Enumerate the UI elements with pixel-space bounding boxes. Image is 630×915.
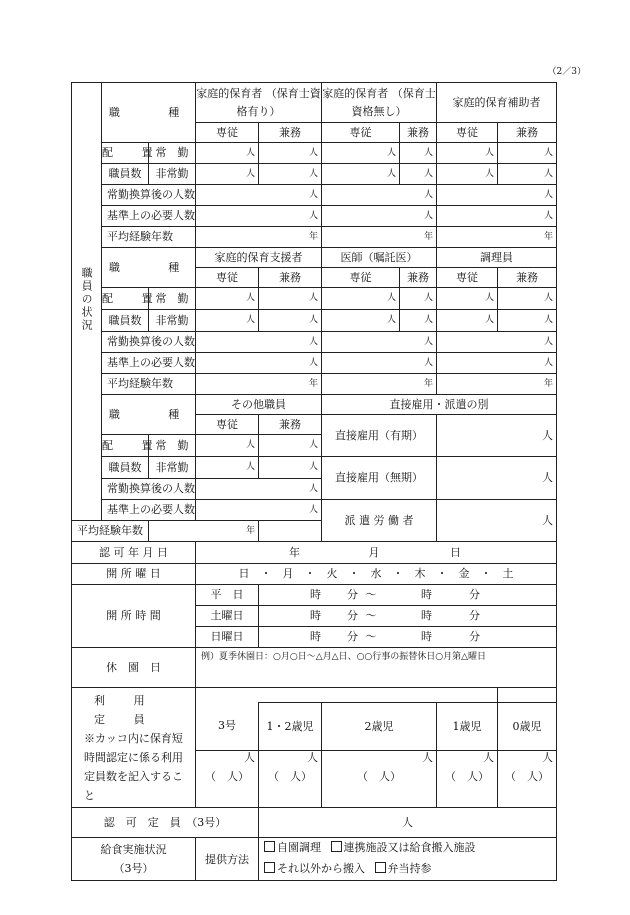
minute-unit: 分 (347, 630, 359, 644)
required-label: 基準上の必要人数 (102, 500, 196, 521)
meal-option-3[interactable] (264, 862, 365, 875)
open-days-label: 開 所 曜 日 (72, 564, 196, 585)
employment-count-cell[interactable]: 人 (437, 500, 557, 542)
fte-cell[interactable]: 人 (437, 185, 557, 206)
job-type-header: 調理員 (437, 248, 557, 268)
day-unit: 日 (450, 545, 462, 559)
tilde: 〜 (365, 588, 377, 602)
count-cell[interactable]: 人 (437, 288, 498, 310)
avg-exp-cell[interactable]: 年 (437, 374, 557, 395)
hour-unit: 時 (421, 630, 433, 644)
capacity-unit: 人 (542, 750, 554, 764)
checkbox-icon[interactable] (375, 862, 386, 873)
count-cell[interactable]: 人 (196, 457, 259, 479)
parttime-header: 兼務 (259, 268, 322, 288)
minute-unit: 分 (347, 588, 359, 602)
page-number: （2／3） (547, 67, 586, 77)
fulltime-header: 専従 (196, 415, 259, 435)
avg-exp-label: 平均経験年数 (102, 227, 196, 248)
fulltime-header: 専従 (322, 268, 400, 288)
required-label: 基準上の必要人数 (102, 206, 196, 227)
avg-exp-cell[interactable]: 年 (437, 227, 557, 248)
capacity-cell[interactable] (259, 750, 322, 808)
regular-label: 常 勤 (149, 435, 196, 457)
parttime-header: 兼務 (400, 268, 437, 288)
avg-exp-label: 平均経験年数 (72, 521, 149, 542)
avg-exp-cell[interactable]: 年 (322, 227, 437, 248)
avg-exp-cell[interactable]: 年 (196, 374, 322, 395)
count-cell[interactable]: 人 (196, 435, 259, 457)
capacity-label: 利 用 定 員 (94, 694, 174, 726)
regular-label: 常 勤 (149, 143, 196, 164)
holidays-field[interactable]: 例）夏季休園日：○月○日〜△月△日、○○行事の振替休日○月第△曜日 (196, 648, 557, 688)
job-type-header: 家庭的保育補助者 (437, 83, 557, 123)
irregular-label: 非常勤 (149, 457, 196, 479)
placement-label: 配 置 (102, 435, 149, 457)
employment-title: 直接雇用・派遣の別 (322, 395, 557, 415)
count-cell[interactable]: 人 (196, 143, 259, 164)
fte-cell[interactable]: 人 (322, 332, 437, 353)
fte-label: 常勤換算後の人数 (102, 185, 196, 206)
required-cell[interactable]: 人 (322, 206, 437, 227)
capacity-paren: （ 人） (268, 769, 313, 783)
staff-count-label: 職員数 (102, 310, 149, 332)
count-cell[interactable]: 人 (259, 143, 322, 164)
count-cell[interactable]: 人 (437, 310, 498, 332)
count-cell[interactable]: 人 (400, 288, 437, 310)
staff-count-label: 職員数 (102, 164, 149, 185)
job-type-header: 家庭的保育者 （保育士資格無し） (322, 83, 437, 123)
capacity-spacer (196, 688, 498, 703)
required-cell[interactable]: 人 (196, 500, 322, 521)
meal-option-1[interactable] (264, 841, 321, 854)
parttime-header: 兼務 (259, 415, 322, 435)
meal-option-4[interactable] (375, 862, 432, 875)
parttime-header: 兼務 (400, 123, 437, 143)
facility-form-table (71, 82, 557, 881)
meal-option-label: それ以外から搬入 (277, 862, 366, 876)
open-days-value[interactable]: 日 ・ 月 ・ 火 ・ 水 ・ 木 ・ 金 ・ 土 (196, 564, 557, 585)
hour-unit: 時 (310, 609, 322, 623)
capacity-col-header: 1・2歳児 (259, 703, 322, 750)
placement-label: 配 置 (102, 143, 149, 164)
approved-capacity-cell[interactable]: 人 (259, 808, 557, 838)
count-cell[interactable]: 人 (259, 457, 322, 479)
meal-option-label: 自園調理 (277, 841, 322, 855)
month-unit: 月 (368, 545, 380, 559)
capacity-paren: （ 人） (357, 769, 402, 783)
approval-date-field[interactable] (196, 542, 557, 564)
count-cell[interactable]: 人 (259, 164, 322, 185)
irregular-label: 非常勤 (149, 310, 196, 332)
job-type-label: 職 種 (102, 83, 196, 143)
hours-row[interactable] (259, 585, 557, 606)
count-cell[interactable]: 人 (498, 310, 557, 332)
count-cell[interactable]: 人 (498, 143, 557, 164)
hour-unit: 時 (421, 609, 433, 623)
capacity-paren: （ 人） (505, 769, 550, 783)
count-cell[interactable]: 人 (196, 310, 259, 332)
parttime-header: 兼務 (498, 123, 557, 143)
fte-cell[interactable]: 人 (437, 332, 557, 353)
hour-unit: 時 (310, 588, 322, 602)
count-cell[interactable]: 人 (259, 435, 322, 457)
staff-section-text: 職員の状況 (80, 267, 94, 333)
regular-label: 常 勤 (149, 288, 196, 310)
fulltime-header: 専従 (437, 268, 498, 288)
fte-cell[interactable]: 人 (322, 185, 437, 206)
required-label: 基準上の必要人数 (102, 353, 196, 374)
fulltime-header: 専従 (322, 123, 400, 143)
minute-unit: 分 (469, 630, 481, 644)
fulltime-header: 専従 (437, 123, 498, 143)
employment-type-label: 派 遣 労 働 者 (322, 500, 437, 542)
capacity-cell[interactable] (322, 750, 437, 808)
count-cell[interactable]: 人 (437, 164, 498, 185)
employment-type-label: 直接雇用（有期） (322, 415, 437, 457)
capacity-col-header: 3号 (196, 703, 259, 750)
count-cell[interactable]: 人 (322, 164, 400, 185)
required-cell[interactable]: 人 (437, 353, 557, 374)
hours-row[interactable] (259, 627, 557, 648)
employment-count-cell[interactable]: 人 (437, 457, 557, 500)
required-cell[interactable]: 人 (196, 206, 322, 227)
checkbox-icon[interactable] (264, 862, 275, 873)
hour-unit: 時 (310, 630, 322, 644)
placement-label: 配 置 (102, 288, 149, 310)
capacity-col-header: 0歳児 (498, 703, 557, 750)
count-cell[interactable]: 人 (322, 143, 400, 164)
year-unit: 年 (289, 545, 301, 559)
approved-capacity-label: 認 可 定 員 （3号） (72, 808, 259, 838)
capacity-label-cell (72, 688, 196, 808)
count-cell[interactable]: 人 (259, 288, 322, 310)
count-cell[interactable]: 人 (437, 143, 498, 164)
count-cell[interactable]: 人 (498, 288, 557, 310)
fte-cell[interactable]: 人 (196, 479, 322, 500)
count-cell[interactable]: 人 (400, 164, 437, 185)
capacity-cell[interactable] (196, 750, 259, 808)
fte-label: 常勤換算後の人数 (102, 479, 196, 500)
fulltime-header: 専従 (196, 268, 259, 288)
holidays-label: 休 園 日 (72, 648, 196, 688)
capacity-paren: （ 人） (445, 769, 490, 783)
job-type-header: 医師（嘱託医） (322, 248, 437, 268)
saturday-label: 土曜日 (196, 606, 259, 627)
employment-type-label: 直接雇用（無期） (322, 457, 437, 500)
hours-row[interactable] (259, 606, 557, 627)
avg-exp-cell[interactable]: 年 (149, 521, 259, 542)
count-cell[interactable]: 人 (498, 164, 557, 185)
job-type-label: 職 種 (102, 248, 196, 288)
meal-options (259, 838, 557, 881)
required-cell[interactable]: 人 (322, 353, 437, 374)
irregular-label: 非常勤 (149, 164, 196, 185)
tilde: 〜 (365, 609, 377, 623)
count-cell[interactable]: 人 (196, 288, 259, 310)
meal-option-label: 弁当持参 (387, 862, 432, 876)
fte-label: 常勤換算後の人数 (102, 332, 196, 353)
avg-exp-cell[interactable]: 年 (196, 227, 322, 248)
staff-section-label (72, 83, 102, 521)
hour-unit: 時 (421, 588, 433, 602)
sunday-label: 日曜日 (196, 627, 259, 648)
count-cell[interactable]: 人 (259, 310, 322, 332)
job-type-header: 家庭的保育者 （保育士資格有り） (196, 83, 322, 123)
capacity-note: ※カッコ内に保育短時間認定に係る利用定員数を記入すること (84, 731, 183, 802)
fulltime-header: 専従 (196, 123, 259, 143)
count-cell[interactable]: 人 (322, 288, 400, 310)
parttime-header: 兼務 (259, 123, 322, 143)
fte-cell[interactable]: 人 (196, 185, 322, 206)
meal-method-label: 提供方法 (196, 838, 259, 881)
checkbox-icon[interactable] (331, 841, 342, 852)
count-cell[interactable]: 人 (196, 164, 259, 185)
minute-unit: 分 (347, 609, 359, 623)
capacity-spacer (498, 688, 557, 703)
capacity-unit: 人 (307, 750, 319, 764)
capacity-cell[interactable] (437, 750, 498, 808)
avg-exp-label: 平均経験年数 (102, 374, 196, 395)
capacity-cell[interactable] (498, 750, 557, 808)
minute-unit: 分 (469, 588, 481, 602)
open-hours-label: 開 所 時 間 (72, 585, 196, 648)
capacity-unit: 人 (422, 750, 434, 764)
meal-option-2[interactable] (331, 841, 476, 854)
minute-unit: 分 (469, 609, 481, 623)
capacity-unit: 人 (244, 750, 256, 764)
capacity-unit: 人 (483, 750, 495, 764)
parttime-header: 兼務 (498, 268, 557, 288)
meal-label: 給食実施状況 (100, 842, 167, 856)
count-cell[interactable]: 人 (400, 310, 437, 332)
fte-cell[interactable]: 人 (196, 332, 322, 353)
count-cell[interactable]: 人 (322, 310, 400, 332)
weekday-label: 平 日 (196, 585, 259, 606)
count-cell[interactable]: 人 (400, 143, 437, 164)
job-type-header: その他職員 (196, 395, 322, 415)
meal-label-sub: （3号） (113, 862, 154, 876)
approval-date-label: 認 可 年 月 日 (72, 542, 196, 564)
tilde: 〜 (365, 630, 377, 644)
capacity-paren: （ 人） (205, 769, 250, 783)
employment-count-cell[interactable]: 人 (437, 415, 557, 457)
meal-label-cell (72, 838, 196, 881)
meal-option-label: 連携施設又は給食搬入施設 (343, 841, 476, 855)
checkbox-icon[interactable] (264, 841, 275, 852)
job-type-header: 家庭的保育支援者 (196, 248, 322, 268)
avg-exp-cell[interactable]: 年 (322, 374, 437, 395)
required-cell[interactable]: 人 (196, 353, 322, 374)
capacity-col-header: 1歳児 (437, 703, 498, 750)
staff-count-label: 職員数 (102, 457, 149, 479)
capacity-col-header: 2歳児 (322, 703, 437, 750)
job-type-label: 職 種 (102, 395, 196, 435)
required-cell[interactable]: 人 (437, 206, 557, 227)
